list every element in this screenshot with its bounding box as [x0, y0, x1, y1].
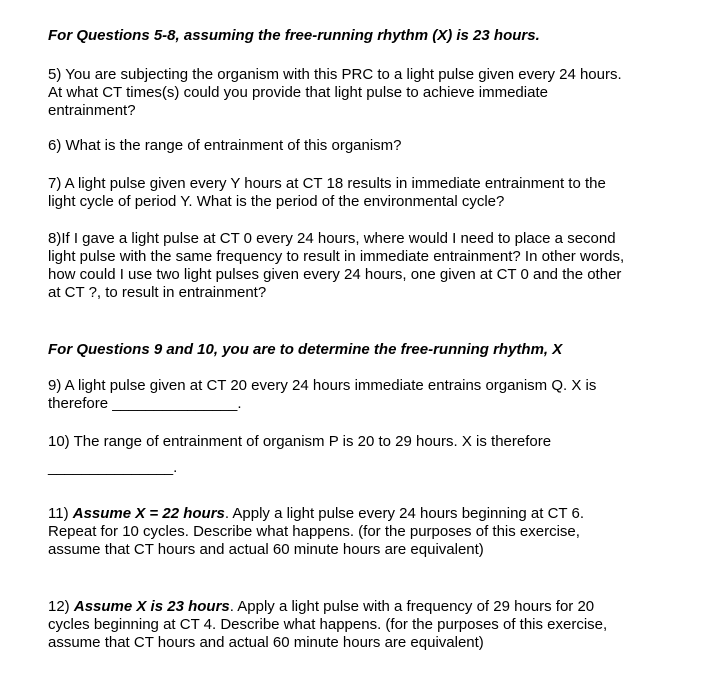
section-header-questions-5-8: For Questions 5-8, assuming the free-running rhythm (X) is 23 hours.	[48, 27, 540, 44]
question-6-line-1: 6) What is the range of entrainment of this organism?	[48, 137, 402, 154]
question-8-line-4: at CT ?, to result in entrainment?	[48, 284, 267, 301]
question-11	[48, 505, 688, 559]
question-5	[48, 66, 688, 120]
question-8-line-2: light pulse with the same frequency to result in immediate entrainment? In other words,	[48, 248, 625, 265]
question-8	[48, 230, 688, 302]
question-10	[48, 433, 688, 477]
question-11-line-1	[48, 505, 688, 523]
question-5-line-3: entrainment?	[48, 102, 136, 119]
question-10-answer-blank: _______________.	[48, 459, 178, 476]
question-12-assumption: Assume X is 23 hours	[73, 598, 230, 615]
question-11-line-1-rest: . Apply a light pulse every 24 hours beginning at CT 6.	[224, 505, 585, 522]
question-6	[48, 137, 688, 155]
question-9	[48, 377, 688, 413]
question-12-line-3: assume that CT hours and actual 60 minute hours are equivalent)	[48, 634, 484, 651]
question-7-line-1: 7) A light pulse given every Y hours at CT 18 results in immediate entrainment to the	[48, 175, 606, 192]
question-11-prefix: 11)	[48, 505, 73, 522]
question-8-line-1: 8)If I gave a light pulse at CT 0 every 24 hours, where would I need to place a second	[48, 230, 616, 247]
question-9-line-1: 9) A light pulse given at CT 20 every 24 hours immediate entrains organism Q. X is	[48, 377, 597, 394]
question-7	[48, 175, 688, 211]
question-9-line-2	[48, 395, 688, 413]
question-12-line-1	[48, 598, 688, 616]
question-9-prefix: therefore	[48, 395, 113, 412]
question-5-line-1: 5) You are subjecting the organism with this PRC to a light pulse given every 24 hours.	[48, 66, 622, 83]
question-10-line-1: 10) The range of entrainment of organism P is 20 to 29 hours. X is therefore	[48, 433, 552, 450]
question-12-line-2: cycles beginning at CT 4. Describe what happens. (for the purposes of this exercise,	[48, 616, 608, 633]
question-12-prefix: 12)	[48, 598, 74, 615]
question-11-line-3: assume that CT hours and actual 60 minute hours are equivalent)	[48, 541, 484, 558]
section-header-questions-9-10: For Questions 9 and 10, you are to determine the free-running rhythm, X	[48, 341, 563, 358]
question-5-line-2: At what CT times(s) could you provide that light pulse to achieve immediate	[48, 84, 548, 101]
question-11-assumption: Assume X = 22 hours	[72, 505, 225, 522]
question-8-line-3: how could I use two light pulses given every 24 hours, one given at CT 0 and the other	[48, 266, 622, 283]
question-11-line-2: Repeat for 10 cycles. Describe what happens. (for the purposes of this exercise,	[48, 523, 580, 540]
question-7-line-2: light cycle of period Y. What is the period of the environmental cycle?	[48, 193, 505, 210]
question-9-answer-blank: _______________.	[112, 395, 242, 412]
question-12	[48, 598, 688, 652]
question-12-line-1-rest: . Apply a light pulse with a frequency of 29 hours for 20	[229, 598, 595, 615]
